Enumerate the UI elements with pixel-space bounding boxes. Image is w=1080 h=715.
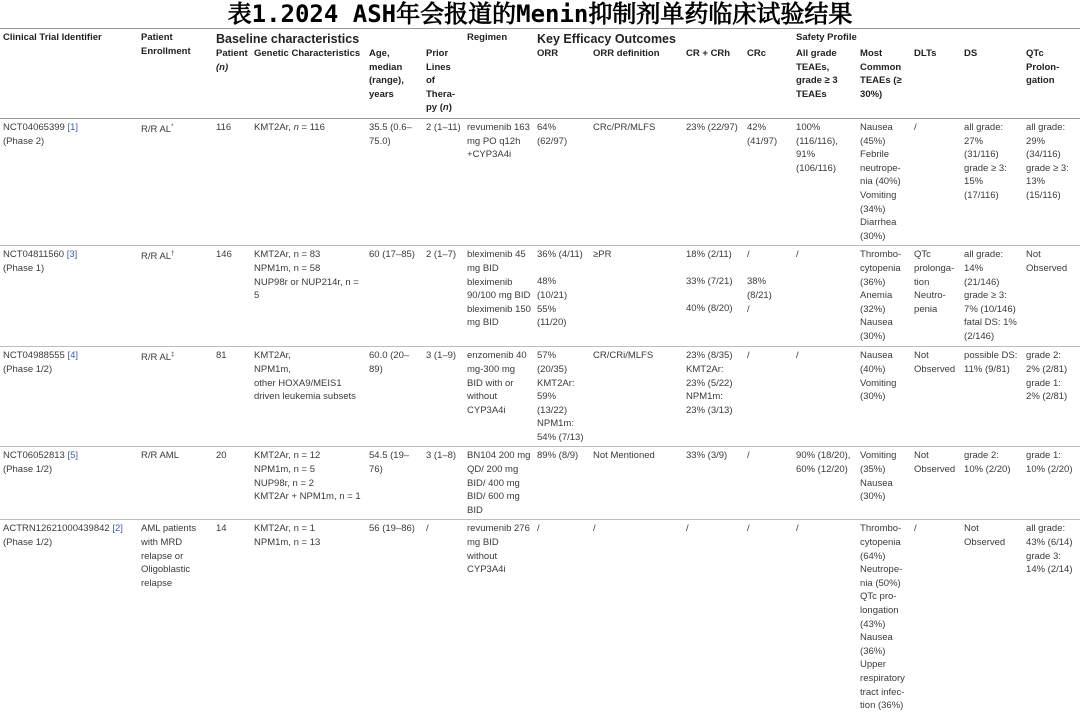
table-row	[0, 520, 1080, 715]
enrollment-cell	[138, 246, 213, 347]
trial-id-cell	[0, 520, 138, 715]
genetic-n: n	[293, 121, 299, 133]
genetic-cell	[251, 118, 366, 245]
crc-cell: /	[747, 350, 750, 362]
enrollment-footnote: †	[171, 251, 175, 258]
regimen-cell	[464, 246, 534, 347]
orr-cell	[534, 246, 590, 347]
qtc-cell: grade 1: 10% (2/20)	[1026, 450, 1073, 476]
col-common-teaes: Most Common TEAEs (≥ 30%)	[860, 48, 902, 100]
qtc-cell: Not Observed	[1026, 249, 1068, 274]
col-genetic: Genetic Characteristics	[254, 48, 361, 59]
crc-cell	[744, 246, 793, 347]
trial-id: NCT06052813	[3, 450, 65, 462]
qtc-cell: all grade: 43% (6/14) grade 3: 14% (2/14)	[1026, 523, 1073, 576]
genetic-line: NPM1m, n = 58	[254, 262, 321, 274]
trial-id: NCT04811560	[3, 249, 65, 261]
header-row-groups	[0, 29, 1080, 48]
age-cell: 60.0 (20–89)	[369, 350, 410, 375]
prior-lines-cell: /	[426, 523, 429, 535]
crc-sub: 38% (8/21)	[747, 276, 772, 301]
trial-ref-link[interactable]: [5]	[67, 450, 78, 462]
col-crcrh: CR + CRh	[686, 48, 731, 59]
enrollment-cell	[138, 447, 213, 520]
trial-id: NCT04988555	[3, 350, 65, 362]
trial-ref-link[interactable]: [4]	[67, 350, 78, 362]
common-teaes-cell: Nausea (45%) Febrile neutrope-nia (40%) Vomiting (34%) Diarrhea (30%)	[860, 121, 901, 242]
genetic-line: KMT2Ar,	[254, 350, 291, 362]
genetic-cell	[251, 347, 366, 447]
genetic-line: KMT2Ar, n = 1	[254, 523, 315, 535]
genetic-cell	[251, 520, 366, 715]
crcrh-sub: 40% (8/20)	[686, 303, 733, 315]
col-prior-b: py (	[426, 102, 443, 114]
prior-lines-cell: 3 (1–8)	[426, 450, 457, 462]
genetic-line: NPM1m, n = 13	[254, 537, 321, 549]
table-row	[0, 447, 1080, 520]
orr-cell: 64% (62/97)	[537, 121, 568, 147]
orr-def-cell: CRc/PR/MLFS	[593, 121, 656, 133]
orr-sub: 36% (4/11)	[537, 249, 583, 261]
orr-cell: 57% (20/35) KMT2Ar: 59% (13/22) NPM1m: 54% (7/13)	[537, 350, 584, 443]
col-patient-n: (n)	[216, 61, 229, 73]
trial-id-cell	[0, 447, 138, 520]
trial-id-cell	[0, 347, 138, 447]
col-enrollment: Patient Enrollment	[141, 32, 191, 57]
crc-sub: /	[747, 303, 750, 315]
orr-sub: 48% (10/21)	[537, 276, 568, 301]
patient-count: 116	[216, 121, 232, 133]
genetic-line: other HOXA9/MEIS1 driven leukemia subsets	[254, 377, 356, 403]
col-patient-label: Patient	[216, 48, 248, 59]
ds-cell: all grade: 27% (31/116) grade ≥ 3: 15% (17/116)	[964, 121, 1007, 201]
age-cell: 60 (17–85)	[369, 249, 415, 261]
orr-def-cell: Not Mentioned	[593, 450, 655, 462]
table-row	[0, 347, 1080, 447]
regimen-cell: enzomenib 40 mg-300 mg BID with or without CYP3A4i	[467, 350, 527, 416]
patient-count: 20	[216, 450, 227, 462]
enrollment-cell	[138, 347, 213, 447]
col-crc: CRc	[747, 48, 767, 59]
orr-def-sub	[593, 302, 680, 329]
genetic-line: KMT2Ar, n = 83	[254, 249, 321, 261]
crcrh-cell: 23% (22/97)	[686, 121, 738, 133]
ds-cell: grade 2: 10% (2/20)	[964, 450, 1011, 476]
genetic-line: NPM1m, n = 5	[254, 464, 315, 476]
genetic-line: NUP98r or NUP214r, n = 5	[254, 276, 359, 302]
crc-cell: /	[747, 523, 750, 535]
crcrh-sub: 18% (2/11)	[686, 249, 732, 261]
prior-lines-cell: 3 (1–9)	[426, 350, 457, 362]
dlts-cell: Not Observed	[914, 350, 956, 375]
genetic-cell	[251, 447, 366, 520]
table-row	[0, 246, 1080, 347]
crcrh-cell: 33% (3/9)	[686, 450, 728, 462]
orr-def-cell: CR/CRi/MLFS	[593, 350, 654, 362]
orr-def-sub: ≥PR	[593, 249, 612, 261]
age-cell: 56 (19–86)	[369, 523, 415, 535]
common-teaes-cell: Thrombo-cytopenia (36%) Anemia (32%) Nausea (30%)	[860, 249, 902, 342]
ds-cell: Not Observed	[964, 523, 1006, 549]
col-trial-id: Clinical Trial Identifier	[3, 32, 102, 43]
common-teaes-cell: Nausea (40%) Vomiting (30%)	[860, 350, 897, 403]
trial-phase: (Phase 1/2)	[3, 464, 53, 476]
results-table-container	[0, 28, 1080, 712]
teaes-cell: /	[796, 249, 799, 261]
enrollment-footnote: ‡	[171, 352, 175, 359]
prior-lines-cell: 2 (1–11)	[426, 121, 461, 133]
qtc-cell: all grade: 29% (34/116) grade ≥ 3: 13% (15/116)	[1026, 121, 1069, 201]
col-prior-a: Prior Lines of Thera-	[426, 48, 456, 100]
teaes-cell: 90% (18/20), 60% (12/20)	[796, 450, 851, 476]
table-row	[0, 118, 1080, 245]
genetic-cell	[251, 246, 366, 347]
regimen-cell: revumenib 276 mg BID without CYP3A4i	[467, 523, 530, 576]
genetic-line: KMT2Ar + NPM1m, n = 1	[254, 491, 361, 503]
crc-sub: /	[747, 249, 750, 261]
regimen-cell: revumenib 163 mg PO q12h +CYP3A4i	[467, 121, 530, 161]
patient-count: 81	[216, 350, 227, 362]
ds-cell: all grade: 14% (21/146) grade ≥ 3: 7% (10/146) fatal DS: 1% (2/146)	[964, 249, 1017, 342]
orr-def-sub	[593, 275, 680, 302]
trial-ref-link[interactable]: [2]	[112, 523, 123, 535]
col-prior-lines	[423, 47, 464, 118]
results-table	[0, 28, 1080, 715]
trial-ref-link[interactable]: [1]	[67, 121, 78, 133]
trial-phase: (Phase 1/2)	[3, 363, 53, 375]
trial-phase: (Phase 1)	[3, 262, 45, 274]
group-baseline: Baseline characteristics	[216, 32, 360, 46]
patient-count: 146	[216, 249, 232, 261]
crcrh-cell	[683, 246, 744, 347]
group-efficacy: Key Efficacy Outcomes	[537, 32, 676, 46]
col-prior-c: )	[448, 102, 452, 114]
col-orr: ORR	[537, 48, 559, 59]
crcrh-sub: 33% (7/21)	[686, 276, 733, 288]
orr-def-cell	[590, 246, 683, 347]
trial-ref-link[interactable]: [3]	[66, 249, 78, 261]
teaes-cell: /	[796, 523, 799, 535]
enrollment-text: R/R AL	[141, 352, 172, 364]
genetic-line: NUP98r, n = 2	[254, 477, 314, 489]
group-safety: Safety Profile	[796, 32, 857, 43]
col-regimen: Regimen	[467, 32, 508, 43]
enrollment-text: AML patients with MRD relapse or Oligoblastic relapse	[141, 523, 197, 589]
dlts-cell: Not Observed	[914, 450, 956, 476]
crc-cell: /	[747, 450, 750, 462]
age-cell: 35.5 (0.6–75.0)	[369, 121, 412, 147]
trial-phase: (Phase 1/2)	[3, 537, 53, 549]
page-title: 表1.2024 ASH年会报道的Menin抑制剂单药临床试验结果	[227, 0, 853, 26]
enrollment-text: R/R AML	[141, 450, 180, 462]
enrollment-cell	[138, 520, 213, 715]
enrollment-footnote: *	[171, 123, 174, 130]
regimen-sub: bleximenib 90/100 mg BID	[467, 276, 531, 302]
trial-id: NCT04065399	[3, 121, 65, 133]
crcrh-cell: /	[686, 523, 689, 535]
common-teaes-cell: Vomiting (35%) Nausea (30%)	[860, 450, 897, 503]
teaes-cell: /	[796, 350, 799, 362]
col-prior-n: n	[442, 102, 449, 114]
patient-count: 14	[216, 523, 227, 535]
common-teaes-cell: Thrombo-cytopenia (64%) Neutrope-nia (50%) QTc pro-longation (43%) Nausea (36%) Upper respiratory tract infec-tion (36%)	[860, 523, 905, 712]
dlts-cell: QTc prolonga-tion Neutro-penia	[914, 249, 955, 315]
age-cell: 54.5 (19–76)	[369, 450, 410, 476]
orr-sub: 55% (11/20)	[537, 303, 567, 329]
genetic-line: KMT2Ar, n = 12	[254, 450, 321, 462]
col-age: Age, median (range), years	[369, 48, 404, 100]
regimen-cell: BN104 200 mg QD/ 200 mg BID/ 400 mg BID/ 600 mg BID	[467, 450, 531, 516]
dlts-cell: /	[914, 523, 917, 535]
teaes-cell: 100% (116/116), 91% (106/116)	[796, 121, 838, 174]
regimen-sub: bleximenib 150 mg BID	[467, 303, 531, 329]
enrollment-text: R/R AL	[141, 251, 172, 263]
trial-id: ACTRN12621000439842	[3, 523, 110, 535]
col-teaes: All grade TEAEs, grade ≥ 3 TEAEs	[796, 48, 838, 100]
enrollment-cell	[138, 118, 213, 245]
regimen-sub: bleximenib 45 mg BID	[467, 249, 526, 274]
orr-cell: 89% (8/9)	[537, 450, 579, 462]
dlts-cell: /	[914, 121, 917, 133]
prior-lines-cell: 2 (1–7)	[426, 249, 457, 261]
ds-cell: possible DS: 11% (9/81)	[964, 350, 1018, 375]
trial-phase: (Phase 2)	[3, 135, 45, 147]
trial-id-cell	[0, 118, 138, 245]
enrollment-text: R/R AL	[141, 124, 172, 136]
crc-cell: 42% (41/97)	[747, 121, 778, 147]
col-ds: DS	[964, 48, 978, 59]
col-dlts: DLTs	[914, 48, 937, 59]
orr-cell: /	[537, 523, 540, 535]
col-qtc: QTc Prolon-gation	[1026, 48, 1060, 87]
genetic-text: KMT2Ar,	[254, 121, 294, 133]
genetic-value: = 116	[298, 121, 325, 133]
genetic-line: NPM1m,	[254, 363, 291, 375]
trial-id-cell	[0, 246, 138, 347]
qtc-cell: grade 2: 2% (2/81) grade 1: 2% (2/81)	[1026, 350, 1068, 403]
crcrh-cell: 23% (8/35) KMT2Ar: 23% (5/22) NPM1m: 23% (3/13)	[686, 350, 733, 416]
col-patient	[213, 47, 251, 118]
col-orr-def: ORR definition	[593, 48, 660, 59]
orr-def-cell: /	[593, 523, 596, 535]
